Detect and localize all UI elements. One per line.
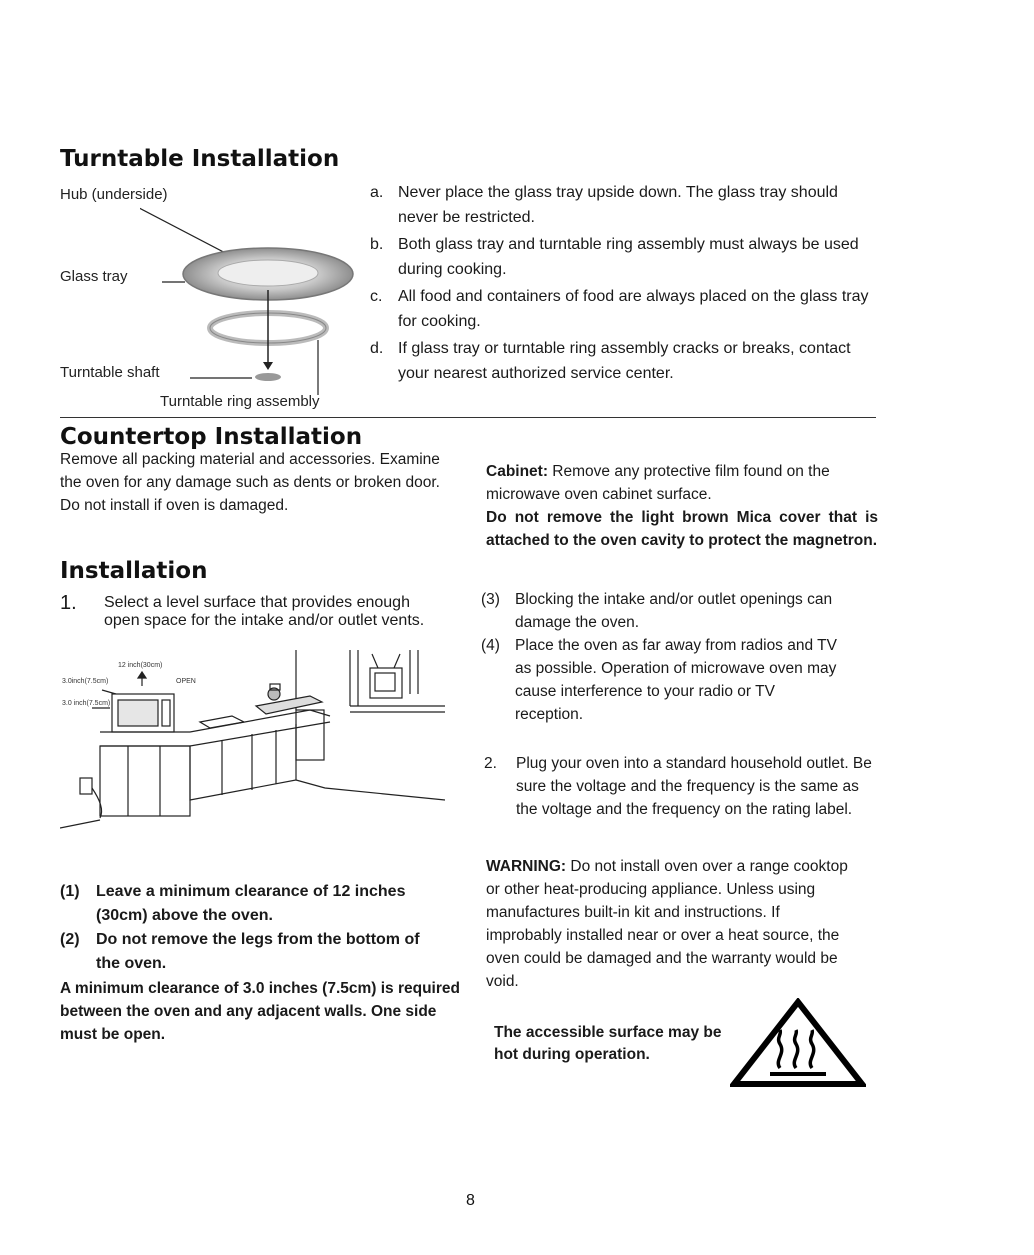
side-clearance-label: 3.0inch(7.5cm) <box>62 678 109 685</box>
open-label: OPEN <box>176 678 196 685</box>
installation-heading: Installation <box>60 558 208 584</box>
countertop-intro: Remove all packing material and accessories. Examine the oven for any damage such as dents or broken door. Do not install if oven is damaged. <box>60 451 440 514</box>
hot-surface-warning: The accessible surface may be hot during operation. <box>494 1024 722 1063</box>
wall-clearance-label: 3.0 inch(7.5cm) <box>62 700 111 707</box>
section-divider <box>60 417 876 418</box>
clearance-note: A minimum clearance of 3.0 inches (7.5cm) is required between the oven and any adjacent walls. One side must be open. <box>60 980 460 1043</box>
note-2: (2) Do not remove the legs from the bottom of the oven. <box>60 931 420 972</box>
turntable-shaft-label: Turntable shaft <box>60 364 160 381</box>
countertop-heading: Countertop Installation <box>60 424 363 450</box>
kitchen-clearance-diagram <box>60 650 460 840</box>
turntable-drawing <box>140 190 370 400</box>
warning-note: WARNING: Do not install oven over a range cooktop or other heat-producing appliance. Unless using manufactures built-in kit and instructions. If improbably installed near or over a heat source, the oven could be damaged and the warranty would be void. <box>486 858 848 990</box>
top-clearance-label: 12 inch(30cm) <box>118 662 163 669</box>
kitchen-drawing <box>60 650 460 840</box>
hot-surface-icon <box>730 998 866 1088</box>
turntable-item-b: b. Both glass tray and turntable ring assembly must always be used during cooking. <box>370 236 859 278</box>
page-number: 8 <box>466 1192 475 1209</box>
turntable-item-c: c. All food and containers of food are always placed on the glass tray for cooking. <box>370 288 869 330</box>
hub-label: Hub (underside) <box>60 186 168 203</box>
right-item-plug: 2. Plug your oven into a standard household outlet. Be sure the voltage and the frequency is the same as the voltage and the frequency on the rating label. <box>484 755 872 818</box>
turntable-item-a: a. Never place the glass tray upside down. The glass tray should never be restricted. <box>370 184 838 226</box>
turntable-ring-label: Turntable ring assembly <box>160 393 320 410</box>
right-item-4: (4) Place the oven as far away from radios and TV as possible. Operation of microwave oven may cause interference to your radio or TV reception. <box>481 637 837 723</box>
cabinet-note: Cabinet: Remove any protective film found on the microwave oven cabinet surface. <box>486 463 830 503</box>
mica-cover-warning: Do not remove the light brown Mica cover that is attached to the oven cavity to protect the magnetron. <box>486 509 878 549</box>
turntable-heading: Turntable Installation <box>60 146 340 172</box>
turntable-item-d: d. If glass tray or turntable ring assembly cracks or breaks, contact your nearest authorized service center. <box>370 340 851 382</box>
installation-step-1: 1. Select a level surface that provides enough open space for the intake and/or outlet vents. <box>60 592 425 629</box>
glass-tray-label: Glass tray <box>60 268 128 285</box>
right-item-3: (3) Blocking the intake and/or outlet openings can damage the oven. <box>481 591 833 631</box>
note-1: (1) Leave a minimum clearance of 12 inches (30cm) above the oven. <box>60 883 406 924</box>
